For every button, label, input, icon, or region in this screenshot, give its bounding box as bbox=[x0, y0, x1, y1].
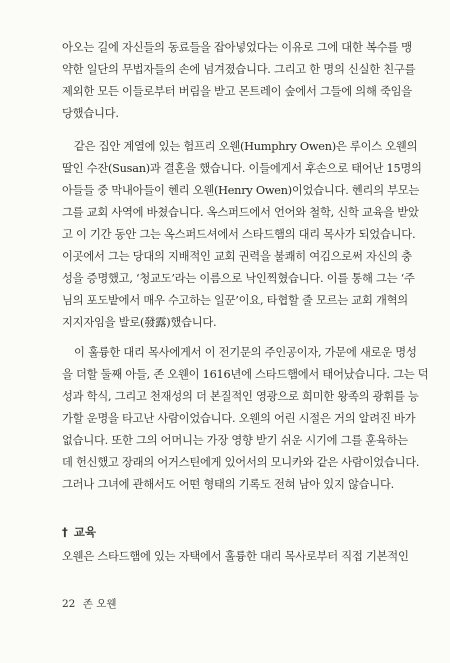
text-line: 제외한 모든 이들로부터 버림을 받고 몬트레이 숲에서 그들에 의해 죽임을 bbox=[62, 85, 412, 98]
section-first-line: 오웬은 스타드햄에 있는 자택에서 훌륭한 대리 목사로부터 직접 기본적인 bbox=[62, 550, 409, 563]
text-line: 딸인 수잔(Susan)과 결혼을 했습니다. 이들에게서 후손으로 태어난 15명의 bbox=[62, 162, 422, 175]
text-line: 아들들 중 막내아들이 헨리 오웬(Henry Owen)이었습니다. 헨리의 부모는 bbox=[62, 184, 420, 197]
text-line: 그를 교회 사역에 바쳤습니다. 옥스퍼드에서 언어와 철학, 신학 교육을 받았 bbox=[62, 206, 419, 219]
text-line: 님의 포도밭에서 매우 수고하는 일꾼’이요, 타협할 줄 모르는 교회 개혁의 bbox=[62, 294, 408, 307]
text-line: 이곳에서 그는 당대의 지배적인 교회 권력을 불쾌히 여김으로써 자신의 충 bbox=[62, 250, 412, 263]
text-line: 같은 집안 계열에 있는 험프리 오웬(Humphry Owen)은 루이스 오웬의 bbox=[74, 140, 418, 153]
text-line: 성을 증명했고, ‘청교도’라는 이름으로 낙인찍혔습니다. 이를 통해 그는 ‘주 bbox=[62, 272, 415, 285]
dagger-icon: † bbox=[62, 525, 68, 539]
section-title: 교육 bbox=[73, 525, 96, 539]
text-line: 약한 일단의 무법자들의 손에 넘겨졌습니다. 그리고 한 명의 신실한 친구를 bbox=[62, 63, 416, 76]
section-heading bbox=[62, 524, 96, 540]
text-line: 없습니다. 또한 그의 어머니는 가장 영향 받기 쉬운 시기에 그를 훈육하는 bbox=[62, 434, 408, 447]
text-line: 고 이 기간 동안 그는 옥스퍼드셔에서 스타드햄의 대리 목사가 되었습니다. bbox=[62, 228, 416, 241]
text-line: 아오는 길에 자신들의 동료들을 잡아넣었다는 이유로 그에 대한 복수를 맹 bbox=[62, 41, 412, 54]
text-line: 당했습니다. bbox=[62, 107, 119, 120]
running-title: 존 오웬 bbox=[82, 598, 117, 610]
text-line: 을 더할 둘째 아들, 존 오웬이 1616년에 스타드햄에서 태어났습니다. 그는 덕 bbox=[62, 368, 429, 381]
text-line: 가할 운명을 타고난 사람이었습니다. 오웬의 어린 시절은 거의 알려진 바가 bbox=[62, 412, 416, 425]
text-line: 지지자임을 발로(發露)했습니다. bbox=[62, 316, 217, 329]
text-line: 이 훌륭한 대리 목사에게서 이 전기문의 주인공이자, 가문에 새로운 명성 bbox=[74, 346, 417, 359]
page-footer bbox=[62, 596, 117, 611]
text-line: 그러나 그녀에 관해서도 어떤 형태의 기록도 전혀 남아 있지 않습니다. bbox=[62, 478, 394, 491]
text-line: 데 헌신했고 장래의 어거스틴에게 있어서의 모니카와 같은 사람이었습니다. bbox=[62, 456, 420, 469]
page-number: 22 bbox=[62, 598, 76, 610]
text-line: 성과 학식, 그리고 천재성의 더 본질적인 영광으로 희미한 왕족의 광휘를 능 bbox=[62, 390, 419, 403]
